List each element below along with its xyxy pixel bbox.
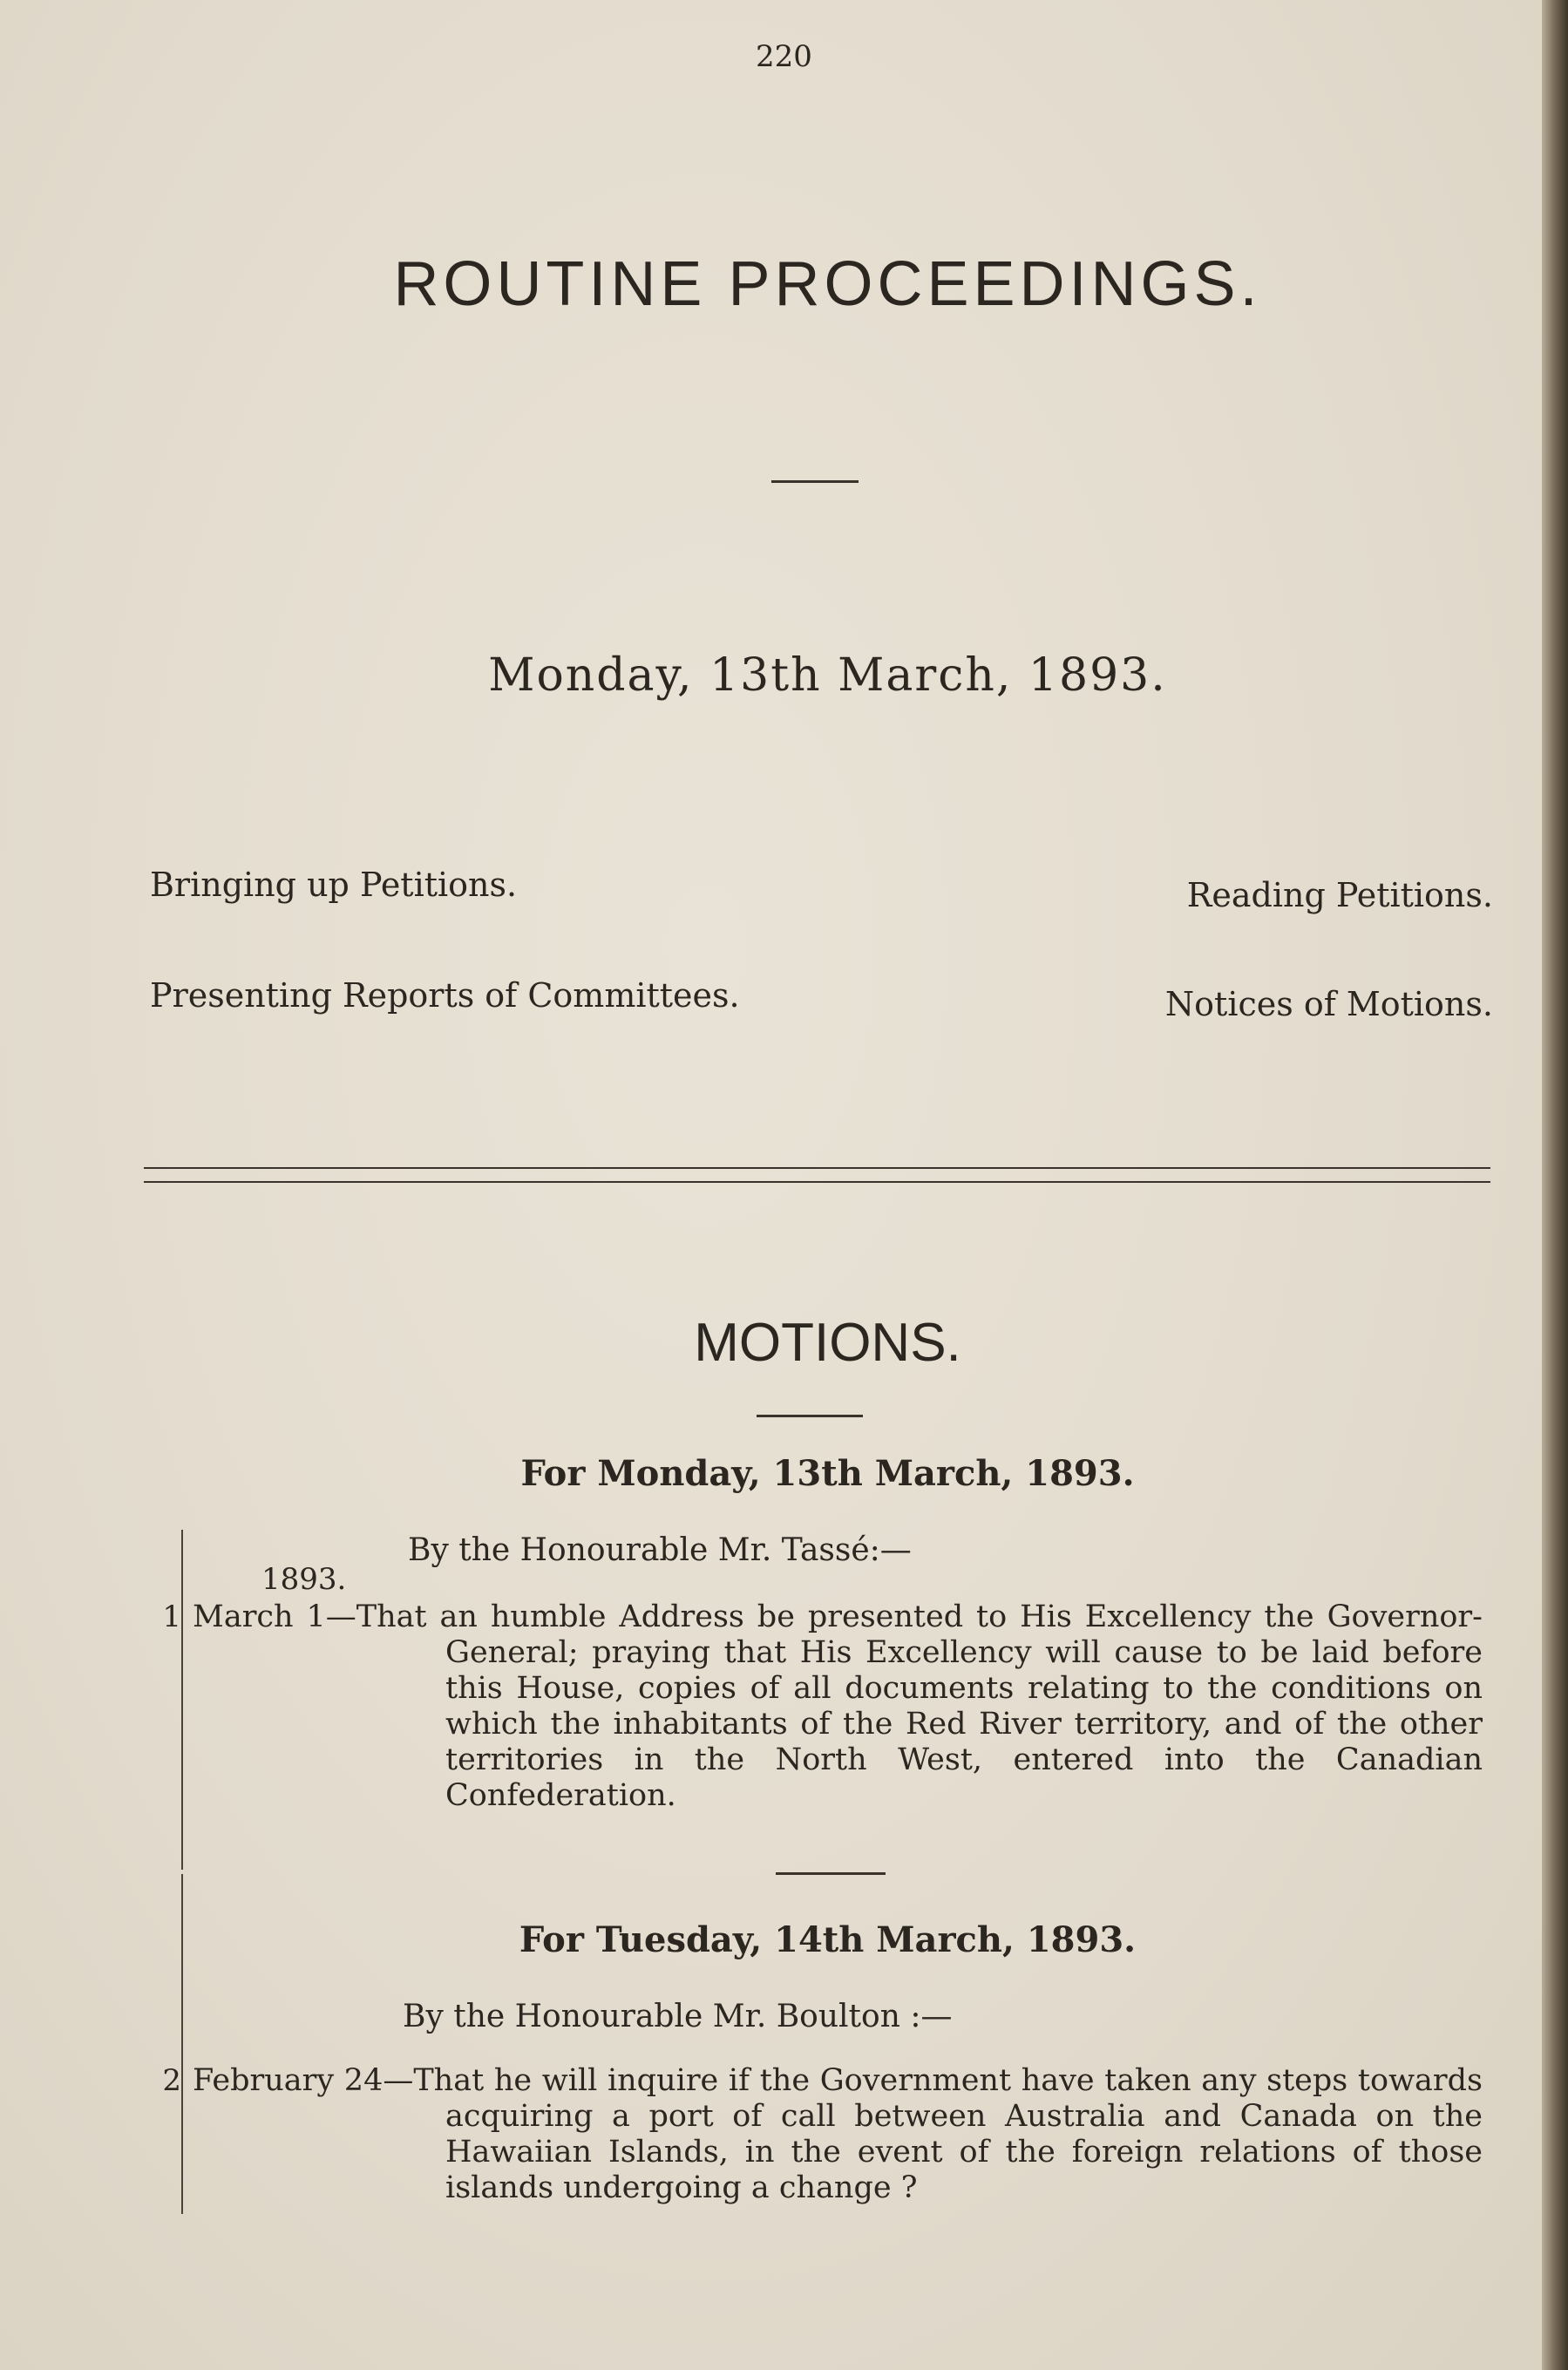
- motion-text-1: March 1—That an humble Address be presented to His Excellency the Governor-General; praying that His Excellency will cause to be laid before this House, copies of all documents relating to the conditions on which the inhabitants of the Red River territory, and of the other territories in the North West, entered into the Canadian Confederation.: [193, 1599, 1483, 1813]
- motion-text-2: February 24—That he will inquire if the Government have taken any steps towards acquiring a port of call between Australia and Canada on the Hawaiian Islands, in the event of the foreign relations of those islands undergoing a change ?: [193, 2063, 1483, 2205]
- routine-item-bringing-up-petitions: Bringing up Petitions.: [150, 866, 518, 904]
- routine-item-presenting-reports: Presenting Reports of Committees.: [150, 976, 740, 1015]
- section-rule-top: [144, 1167, 1490, 1169]
- section-rule-bottom: [144, 1181, 1490, 1183]
- routine-item-notices-of-motions: Notices of Motions.: [1164, 985, 1493, 1023]
- motion-number-2: 2: [162, 2063, 181, 2098]
- motion-day-heading-2: For Tuesday, 14th March, 1893.: [519, 1919, 1137, 1960]
- book-spine-shadow: [1542, 0, 1568, 2370]
- date-heading: Monday, 13th March, 1893.: [488, 649, 1167, 702]
- page-number: 220: [756, 39, 812, 74]
- title-divider: [771, 480, 859, 483]
- motion-day-heading-1: For Monday, 13th March, 1893.: [520, 1453, 1135, 1494]
- motion-number-1: 1: [162, 1599, 181, 1634]
- motions-divider: [757, 1415, 863, 1417]
- motions-heading: MOTIONS.: [694, 1313, 961, 1373]
- motion-year-label: 1893.: [261, 1562, 347, 1597]
- routine-item-reading-petitions: Reading Petitions.: [1186, 876, 1493, 914]
- motion-by-line-2: By the Honourable Mr. Boulton :—: [403, 1999, 953, 2034]
- margin-rule-motion-1: [181, 1530, 183, 1870]
- page-title: ROUTINE PROCEEDINGS.: [393, 249, 1262, 319]
- motion-by-line-1: By the Honourable Mr. Tassé:—: [408, 1532, 912, 1568]
- motion-divider-1: [776, 1872, 886, 1875]
